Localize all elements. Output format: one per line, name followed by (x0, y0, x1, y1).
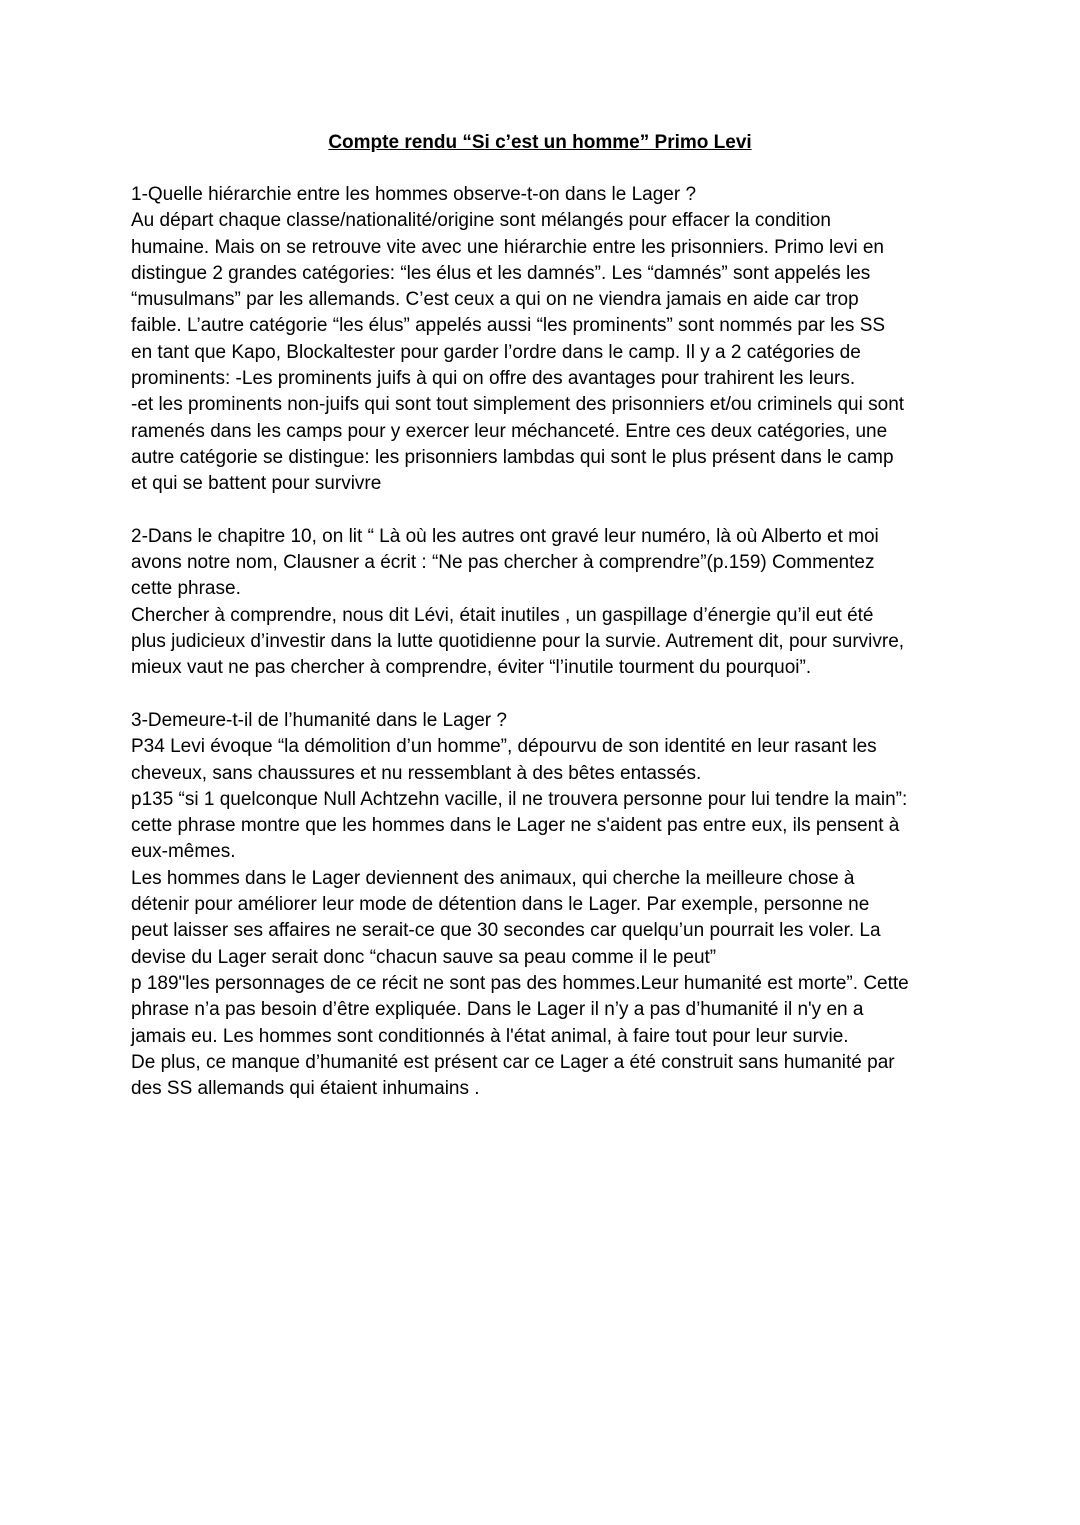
paragraph-line: peut laisser ses affaires ne serait-ce que 30 secondes car quelqu’un pourrait les voler. La (131, 920, 881, 942)
paragraph-line: Chercher à comprendre, nous dit Lévi, était inutiles , un gaspillage d’énergie qu’il eut été (131, 604, 874, 626)
paragraph-line: P34 Levi évoque “la démolition d’un homme”, dépourvu de son identité en leur rasant les (131, 736, 877, 758)
question-1-heading: 1-Quelle hiérarchie entre les hommes observe-t-on dans le Lager ? (131, 184, 697, 205)
paragraph-line: ramenés dans les camps pour y exercer leur méchanceté. Entre ces deux catégories, une (131, 420, 888, 442)
paragraph-line: devise du Lager serait donc “chacun sauve sa peau comme il le peut” (131, 946, 717, 968)
paragraph-line: Les hommes dans le Lager deviennent des animaux, qui cherche la meilleure chose à (131, 867, 855, 889)
paragraph-line: -et les prominents non-juifs qui sont tout simplement des prisonniers et/ou criminels qui sont (131, 394, 905, 416)
paragraph-line: autre catégorie se distingue: les prisonniers lambdas qui sont le plus présent dans le camp (131, 446, 894, 468)
paragraph-line: cette phrase montre que les hommes dans le Lager ne s'aident pas entre eux, ils pensent à (131, 815, 900, 837)
paragraph-line: prominents: -Les prominents juifs à qui on offre des avantages pour trahirent les leurs. (131, 368, 856, 390)
paragraph-line: De plus, ce manque d’humanité est présent car ce Lager a été construit sans humanité par (131, 1051, 895, 1073)
section-question-1 (131, 182, 961, 498)
paragraph-line: cheveux, sans chaussures et nu ressemblant à des bêtes entassés. (131, 762, 702, 784)
paragraph-line: p 189"les personnages de ce récit ne sont pas des hommes.Leur humanité est morte”. Cette (131, 972, 909, 994)
paragraph-line: distingue 2 grandes catégories: “les élus et les damnés”. Les “damnés” sont appelés les (131, 262, 871, 284)
paragraph-line: p135 “si 1 quelconque Null Achtzehn vacille, il ne trouvera personne pour lui tendre la main”: (131, 788, 908, 810)
question-3-heading: 3-Demeure-t-il de l’humanité dans le Lager ? (131, 709, 507, 731)
document-body (131, 182, 961, 1129)
paragraph-line: humaine. Mais on se retrouve vite avec une hiérarchie entre les prisonniers. Primo levi en (131, 236, 884, 258)
paragraph-line: en tant que Kapo, Blockaltester pour garder l’ordre dans le camp. Il y a 2 catégories de (131, 341, 861, 363)
section-question-2 (131, 524, 961, 682)
paragraph-line: jamais eu. Les hommes sont conditionnés à l'état animal, à faire tout pour leur survie. (131, 1025, 849, 1047)
section-question-3 (131, 708, 961, 1102)
paragraph-line: Au départ chaque classe/nationalité/origine sont mélangés pour effacer la condition (131, 210, 831, 232)
paragraph-line: détenir pour améliorer leur mode de détention dans le Lager. Par exemple, personne ne (131, 894, 870, 916)
paragraph-line: eux-mêmes. (131, 841, 236, 863)
paragraph-line: plus judicieux d’investir dans la lutte quotidienne pour la survie. Autrement dit, pour survivre, (131, 631, 905, 653)
paragraph-line: “musulmans” par les allemands. C’est ceux a qui on ne viendra jamais en aide car trop (131, 289, 859, 311)
question-2-heading: cette phrase. (131, 578, 241, 600)
paragraph-line: faible. L’autre catégorie “les élus” appelés aussi “les prominents” sont nommés par les SS (131, 315, 886, 337)
document-title: Compte rendu “Si c’est un homme” Primo Levi (328, 132, 752, 153)
paragraph-line: des SS allemands qui étaient inhumains . (131, 1078, 480, 1100)
question-2-heading: 2-Dans le chapitre 10, on lit “ Là où les autres ont gravé leur numéro, là où Alberto et moi (131, 525, 879, 547)
question-2-heading: avons notre nom, Clausner a écrit : “Ne pas chercher à comprendre”(p.159) Commentez (131, 552, 875, 574)
paragraph-line: mieux vaut ne pas chercher à comprendre, éviter “l’inutile tourment du pourquoi”. (131, 657, 812, 679)
paragraph-line: et qui se battent pour survivre (131, 473, 382, 495)
paragraph-line: phrase n’a pas besoin d’être expliquée. Dans le Lager il n’y a pas d’humanité il n'y en a (131, 999, 864, 1021)
